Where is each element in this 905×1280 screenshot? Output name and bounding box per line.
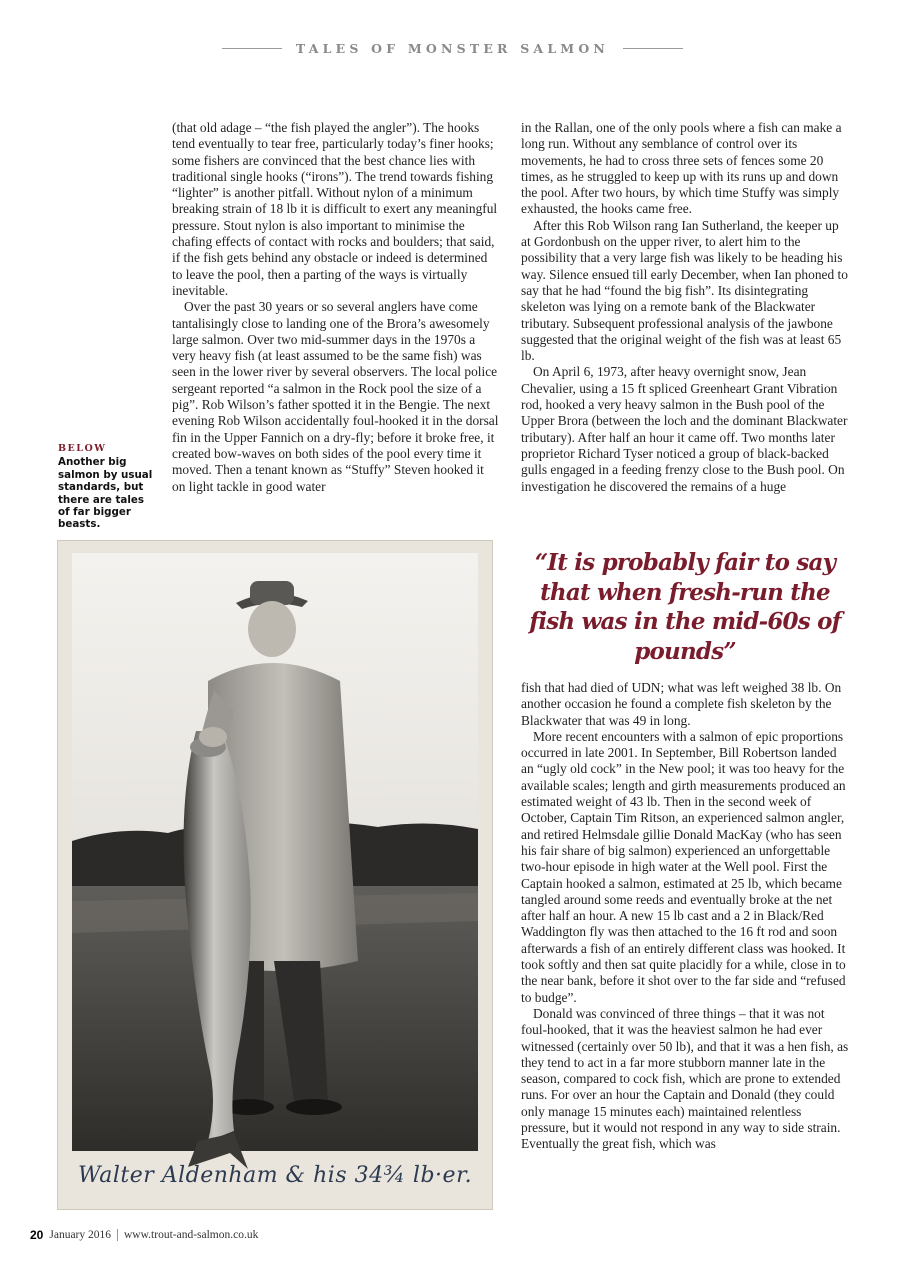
angler-with-salmon-image — [58, 541, 492, 1209]
paragraph: After this Rob Wilson rang Ian Sutherland, the keeper up at Gordonbush on the upper river, to alert him to the possibility that a very large fish was likely to be heading his way. Silence ensued till early December, when Ian phoned to say that he had “found the big fish”. Its disintegrating skeleton was lying on a remote bank of the Blackwater tributary. Subsequent professional analysis of the jawbone suggested that the original weight of the fish was at least 65 lb. — [521, 217, 848, 364]
paragraph: On April 6, 1973, after heavy overnight snow, Jean Chevalier, using a 15 ft spliced Greenheart Grant Vibration rod, hooked a very heavy salmon in the Bush pool of the Upper Brora (between the loch and the dominant Blackwater tributary). After half an hour it came off. Two months later proprietor Richard Tyser noticed a group of black-backed gulls engaged in a feeding frenzy close to the Bush pool. On investigation he discovered the remains of a huge — [521, 364, 848, 494]
photo-caption — [58, 443, 158, 531]
vintage-photograph — [57, 540, 493, 1210]
pull-quote: “It is probably fair to say that when fresh-run the fish was in the mid-60s of pounds” — [529, 549, 841, 665]
article-column-1 — [172, 120, 500, 495]
caption-label: BELOW — [58, 443, 107, 454]
header-rule-left — [222, 48, 282, 49]
header-rule-right — [623, 48, 683, 49]
paragraph: in the Rallan, one of the only pools where a fish can make a long run. Without any semblance of control over its movements, he had to cross three sets of fences some 20 times, as he struggled to keep up with its runs up and down the pool. After two hours, by which time Stuffy was simply exhausted, the hooks came free. — [521, 120, 842, 217]
paragraph: Over the past 30 years or so several anglers have come tantalisingly close to landing one of the Brora’s awesomely large salmon. Over two mid-summer days in the 1970s a very heavy fish (at least assumed to be the same fish) was seen in the lower river by several observers. The local police sergeant reported “a salmon in the Rock pool the size of a pig”. Rob Wilson’s father spotted it in the Bengie. The next evening Rob Wilson accidentally foul-hooked it in the dorsal fin in the Upper Fannich on a dry-fly; before it broke free, it created bow-waves on both sides of the pool every time it moved. Then a tenant known as “Stuffy” Steven hooked it on light tackle in good water — [172, 299, 499, 494]
paragraph: fish that had died of UDN; what was left weighed 38 lb. On another occasion he found a complete fish skeleton by the Blackwater that was 49 in long. — [521, 680, 842, 728]
footer-divider — [117, 1229, 118, 1241]
issue-date: January 2016 — [49, 1229, 111, 1241]
running-header — [0, 38, 905, 58]
page-footer — [30, 1228, 258, 1242]
handwritten-inscription: Walter Aldenham & his 34¾ lb·er. — [78, 1163, 473, 1188]
website-url: www.trout-and-salmon.co.uk — [124, 1229, 259, 1241]
article-column-2-top — [521, 120, 851, 495]
paragraph: (that old adage – “the fish played the angler”). The hooks tend eventually to tear free, particularly today’s finer hooks; some fishers are convinced that the best chance lies with traditional single hooks (“irons”). The trend towards fishing “lighter” is another pitfall. Without nylon of a minimum breaking strain of 18 lb it is difficult to exert any meaningful pressure. Stout nylon is also important to minimise the chafing effects of contact with rocks and boulders; that said, if the fish gets behind any obstacle or indeed is determined to leave the pool, then a parting of the ways is virtually inevitable. — [172, 120, 498, 298]
caption-text: Another big salmon by usual standards, but there are tales of far bigger beasts. — [58, 456, 153, 531]
paragraph: More recent encounters with a salmon of epic proportions occurred in late 2001. In September, Bill Robertson landed an “ugly old cock” in the New pool; it was too heavy for the available scales; length and girth measurements produced an estimated weight of 43 lb. Then in the second week of October, Captain Tim Ritson, an experienced salmon angler, and retired Helmsdale gillie Donald MacKay (who has seen his fair share of big salmon) experienced an unforgettable two-hour episode in high water at the Well pool. First the Captain hooked a salmon, estimated at 25 lb, which became tangled around some reeds and eventually broke at the net after half an hour. A new 15 lb cast and a 2 in Black/Red Waddington fly was then attached to the 16 ft rod and soon afterwards a fish of an entirely different class was hooked. It took softly and then sat quite placidly for a while, close in to the near bank, before it shot over to the far side and “refused to budge”. — [521, 728, 846, 1005]
section-title: TALES OF MONSTER SALMON — [295, 40, 610, 56]
page-number: 20 — [30, 1228, 44, 1242]
article-column-2-bottom — [521, 680, 851, 1153]
paragraph: Donald was convinced of three things – that it was not foul-hooked, that it was the heaviest salmon he had ever witnessed (certainly over 50 lb), and that it was a hen fish, as they tend to act in a far more stubborn manner late in the season, compared to cock fish, which are prone to extended runs. For over an hour the Captain and Donald (they could only manage 15 minutes each) maintained relentless pressure, but it would not respond in any way to side strain. Eventually the great fish, which was — [521, 1005, 849, 1152]
